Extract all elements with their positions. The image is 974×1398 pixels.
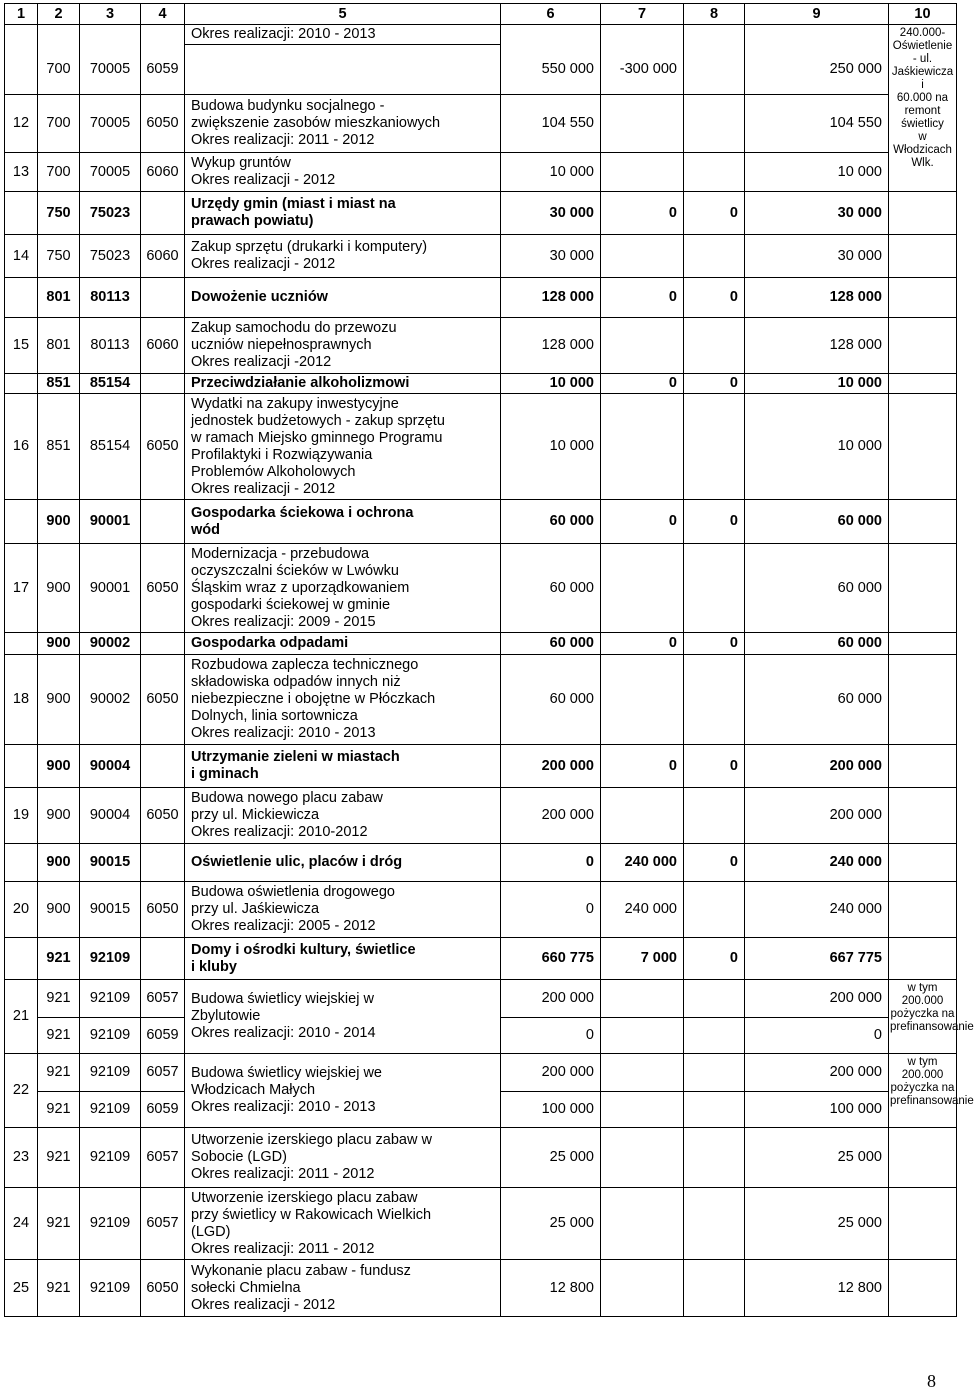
amount-planned: 660 775 xyxy=(501,938,601,980)
amount-increase: 240 000 xyxy=(601,882,684,938)
chapter-code: 90001 xyxy=(80,500,141,544)
section-code: 900 xyxy=(38,655,80,745)
section-code: 900 xyxy=(38,745,80,788)
amount-after-change: 60 000 xyxy=(745,544,889,633)
column-number: 7 xyxy=(601,4,684,25)
amount-planned: 25 000 xyxy=(501,1188,601,1260)
amount-increase: 0 xyxy=(601,192,684,235)
amount-increase: 0 xyxy=(601,374,684,394)
table-row xyxy=(5,980,957,1018)
chapter-code: 90015 xyxy=(80,844,141,882)
task-description: Budowa budynku socjalnego - zwiększenie zasobów mieszkaniowych Okres realizacji: 2011 - 2012 xyxy=(185,95,501,153)
paragraph-code: 6057 xyxy=(141,980,185,1018)
remarks-note: w tym 200.000 pożyczka na prefinansowanie xyxy=(889,980,957,1054)
amount-decrease: 0 xyxy=(684,192,745,235)
paragraph-code: 6050 xyxy=(141,394,185,500)
column-number: 10 xyxy=(889,4,957,25)
amount-after-change: 200 000 xyxy=(745,745,889,788)
amount-decrease: 0 xyxy=(684,745,745,788)
amount-planned: 30 000 xyxy=(501,192,601,235)
chapter-code: 75023 xyxy=(80,192,141,235)
amount-planned: 10 000 xyxy=(501,374,601,394)
row-number: 24 xyxy=(5,1188,38,1260)
chapter-code: 90002 xyxy=(80,655,141,745)
amount-increase: 7 000 xyxy=(601,938,684,980)
paragraph-code: 6050 xyxy=(141,1260,185,1317)
amount-planned: 60 000 xyxy=(501,655,601,745)
section-row xyxy=(5,745,957,788)
task-description: Budowa świetlicy wiejskiej we Włodzicach Małych Okres realizacji: 2010 - 2013 xyxy=(185,1054,501,1128)
row-number: 23 xyxy=(5,1128,38,1188)
task-description: Utworzenie izerskiego placu zabaw przy świetlicy w Rakowicach Wielkich (LGD) Okres realizacji: 2011 - 2012 xyxy=(185,1188,501,1260)
section-description: Gospodarka ściekowa i ochrona wód xyxy=(185,500,501,544)
amount-planned: 60 000 xyxy=(501,500,601,544)
amount-after-change: 104 550 xyxy=(745,95,889,153)
paragraph-code: 6050 xyxy=(141,544,185,633)
row-number: 19 xyxy=(5,788,38,844)
column-number: 8 xyxy=(684,4,745,25)
amount-planned: 128 000 xyxy=(501,318,601,374)
table-row xyxy=(5,235,957,278)
section-code: 921 xyxy=(38,1260,80,1317)
paragraph-code: 6057 xyxy=(141,1188,185,1260)
section-code: 900 xyxy=(38,844,80,882)
row-number: 12 xyxy=(5,95,38,153)
amount-planned: 550 000 xyxy=(501,45,601,95)
section-description: Dowożenie uczniów xyxy=(185,278,501,318)
column-number: 4 xyxy=(141,4,185,25)
table-row xyxy=(5,788,957,844)
section-code: 921 xyxy=(38,1092,80,1128)
section-code: 921 xyxy=(38,1018,80,1054)
chapter-code: 75023 xyxy=(80,235,141,278)
paragraph-code: 6060 xyxy=(141,318,185,374)
amount-planned: 60 000 xyxy=(501,544,601,633)
section-row xyxy=(5,192,957,235)
row-number: 20 xyxy=(5,882,38,938)
section-description: Domy i ośrodki kultury, świetlice i kluby xyxy=(185,938,501,980)
paragraph-code: 6059 xyxy=(141,45,185,95)
amount-after-change: 667 775 xyxy=(745,938,889,980)
amount-planned: 200 000 xyxy=(501,788,601,844)
table-row xyxy=(5,394,957,500)
row-number: 21 xyxy=(5,980,38,1054)
section-code: 900 xyxy=(38,882,80,938)
chapter-code: 80113 xyxy=(80,318,141,374)
amount-after-change: 200 000 xyxy=(745,1054,889,1092)
section-row xyxy=(5,844,957,882)
chapter-code: 92109 xyxy=(80,1260,141,1317)
section-code: 921 xyxy=(38,1054,80,1092)
amount-after-change: 25 000 xyxy=(745,1128,889,1188)
amount-planned: 12 800 xyxy=(501,1260,601,1317)
task-description: Budowa oświetlenia drogowego przy ul. Jaśkiewicza Okres realizacji: 2005 - 2012 xyxy=(185,882,501,938)
section-row xyxy=(5,500,957,544)
row-number: 22 xyxy=(5,1054,38,1128)
amount-after-change: 60 000 xyxy=(745,500,889,544)
column-number: 1 xyxy=(5,4,38,25)
section-description: Przeciwdziałanie alkoholizmowi xyxy=(185,374,501,394)
task-description: Budowa świetlicy wiejskiej w Zbylutowie Okres realizacji: 2010 - 2014 xyxy=(185,980,501,1054)
remarks-note: 240.000- Oświetlenie - ul. Jaśkiewicza i 60.000 na remont świetlicy w Włodzicach Wlk. xyxy=(889,25,957,192)
section-code: 700 xyxy=(38,153,80,192)
table-row xyxy=(5,1260,957,1317)
amount-after-change: 10 000 xyxy=(745,153,889,192)
paragraph-code: 6050 xyxy=(141,882,185,938)
remarks-note: w tym 200.000 pożyczka na prefinansowanie xyxy=(889,1054,957,1128)
section-code: 900 xyxy=(38,788,80,844)
amount-planned: 200 000 xyxy=(501,980,601,1018)
chapter-code: 70005 xyxy=(80,95,141,153)
amount-planned: 25 000 xyxy=(501,1128,601,1188)
section-code: 921 xyxy=(38,938,80,980)
task-description: Zakup samochodu do przewozu uczniów niepełnosprawnych Okres realizacji -2012 xyxy=(185,318,501,374)
task-description: Wykonanie placu zabaw - fundusz sołecki Chmielna Okres realizacji - 2012 xyxy=(185,1260,501,1317)
chapter-code: 90001 xyxy=(80,544,141,633)
amount-increase: 0 xyxy=(601,278,684,318)
chapter-code: 92109 xyxy=(80,980,141,1018)
amount-after-change: 128 000 xyxy=(745,278,889,318)
column-number: 9 xyxy=(745,4,889,25)
table-row xyxy=(5,45,957,95)
table-row xyxy=(5,1128,957,1188)
section-description: Oświetlenie ulic, placów i dróg xyxy=(185,844,501,882)
task-description: Wykup gruntów Okres realizacji - 2012 xyxy=(185,153,501,192)
chapter-code: 92109 xyxy=(80,1054,141,1092)
chapter-code: 92109 xyxy=(80,1092,141,1128)
amount-planned: 30 000 xyxy=(501,235,601,278)
amount-planned: 0 xyxy=(501,882,601,938)
column-number: 3 xyxy=(80,4,141,25)
amount-after-change: 240 000 xyxy=(745,844,889,882)
amount-planned: 0 xyxy=(501,1018,601,1054)
column-number: 5 xyxy=(185,4,501,25)
column-number: 2 xyxy=(38,4,80,25)
table-row xyxy=(5,25,957,45)
investment-table xyxy=(4,3,974,1317)
amount-after-change: 25 000 xyxy=(745,1188,889,1260)
amount-after-change: 240 000 xyxy=(745,882,889,938)
section-code: 801 xyxy=(38,278,80,318)
paragraph-code: 6057 xyxy=(141,1128,185,1188)
chapter-code: 90002 xyxy=(80,633,141,655)
paragraph-code: 6050 xyxy=(141,788,185,844)
amount-decrease: 0 xyxy=(684,938,745,980)
chapter-code: 90004 xyxy=(80,788,141,844)
amount-after-change: 10 000 xyxy=(745,374,889,394)
section-code: 921 xyxy=(38,1128,80,1188)
row-number: 15 xyxy=(5,318,38,374)
section-description: Gospodarka odpadami xyxy=(185,633,501,655)
amount-decrease: 0 xyxy=(684,500,745,544)
table-row xyxy=(5,655,957,745)
chapter-code: 85154 xyxy=(80,374,141,394)
task-description: Budowa nowego placu zabaw przy ul. Mickiewicza Okres realizacji: 2010-2012 xyxy=(185,788,501,844)
chapter-code: 92109 xyxy=(80,1188,141,1260)
section-row xyxy=(5,374,957,394)
chapter-code: 90015 xyxy=(80,882,141,938)
task-description: Rozbudowa zaplecza technicznego składowiska odpadów innych niż niebezpieczne i obojętne w Płóczkach Dolnych, linia sortownicza Okres realizacji: 2010 - 2013 xyxy=(185,655,501,745)
section-code: 851 xyxy=(38,374,80,394)
amount-planned: 10 000 xyxy=(501,153,601,192)
amount-after-change: 12 800 xyxy=(745,1260,889,1317)
section-description: Utrzymanie zieleni w miastach i gminach xyxy=(185,745,501,788)
section-row xyxy=(5,938,957,980)
amount-planned: 104 550 xyxy=(501,95,601,153)
section-code: 700 xyxy=(38,95,80,153)
table-row xyxy=(5,95,957,153)
row-number: 14 xyxy=(5,235,38,278)
section-code: 700 xyxy=(38,45,80,95)
amount-after-change: 10 000 xyxy=(745,394,889,500)
amount-after-change: 30 000 xyxy=(745,192,889,235)
paragraph-code: 6060 xyxy=(141,153,185,192)
column-number: 6 xyxy=(501,4,601,25)
amount-planned: 0 xyxy=(501,844,601,882)
chapter-code: 92109 xyxy=(80,1018,141,1054)
paragraph-code: 6050 xyxy=(141,655,185,745)
section-row xyxy=(5,633,957,655)
chapter-code: 70005 xyxy=(80,153,141,192)
amount-after-change: 30 000 xyxy=(745,235,889,278)
section-code: 900 xyxy=(38,544,80,633)
table-row xyxy=(5,882,957,938)
amount-planned: 200 000 xyxy=(501,1054,601,1092)
amount-after-change: 128 000 xyxy=(745,318,889,374)
row-number-cell xyxy=(5,25,38,95)
paragraph-code: 6059 xyxy=(141,1018,185,1054)
chapter-code: 92109 xyxy=(80,938,141,980)
amount-after-change: 0 xyxy=(745,1018,889,1054)
chapter-code: 70005 xyxy=(80,45,141,95)
table-row xyxy=(5,153,957,192)
chapter-code: 80113 xyxy=(80,278,141,318)
amount-after-change: 250 000 xyxy=(745,45,889,95)
amount-planned: 100 000 xyxy=(501,1092,601,1128)
row-number: 25 xyxy=(5,1260,38,1317)
row-number: 17 xyxy=(5,544,38,633)
section-code: 921 xyxy=(38,980,80,1018)
section-row xyxy=(5,278,957,318)
table-row xyxy=(5,1054,957,1092)
amount-planned: 200 000 xyxy=(501,745,601,788)
task-description: Modernizacja - przebudowa oczyszczalni ścieków w Lwówku Śląskim wraz z uporządkowaniem gospodarki ściekowej w gminie Okres realizacji: 2009 - 2015 xyxy=(185,544,501,633)
section-code: 921 xyxy=(38,1188,80,1260)
paragraph-code: 6050 xyxy=(141,95,185,153)
amount-after-change: 100 000 xyxy=(745,1092,889,1128)
paragraph-code: 6060 xyxy=(141,235,185,278)
chapter-code: 90004 xyxy=(80,745,141,788)
amount-increase: -300 000 xyxy=(601,45,684,95)
chapter-code: 92109 xyxy=(80,1128,141,1188)
amount-decrease: 0 xyxy=(684,278,745,318)
paragraph-code: 6057 xyxy=(141,1054,185,1092)
section-code: 750 xyxy=(38,235,80,278)
task-description: Wydatki na zakupy inwestycyjne jednostek budżetowych - zakup sprzętu w ramach Miejsko gminnego Programu Profilaktyki i Rozwiązywania Problemów Alkoholowych Okres realizacji - 2012 xyxy=(185,394,501,500)
chapter-code: 85154 xyxy=(80,394,141,500)
amount-decrease: 0 xyxy=(684,844,745,882)
amount-after-change: 200 000 xyxy=(745,788,889,844)
row-number: 13 xyxy=(5,153,38,192)
amount-decrease: 0 xyxy=(684,633,745,655)
row-number: 18 xyxy=(5,655,38,745)
task-description: Utworzenie izerskiego placu zabaw w Sobocie (LGD) Okres realizacji: 2011 - 2012 xyxy=(185,1128,501,1188)
section-code: 801 xyxy=(38,318,80,374)
amount-after-change: 60 000 xyxy=(745,655,889,745)
column-number-row xyxy=(5,4,957,25)
page-number: 8 xyxy=(927,1371,936,1391)
table-row xyxy=(5,318,957,374)
section-code: 900 xyxy=(38,500,80,544)
paragraph-code: 6059 xyxy=(141,1092,185,1128)
table-row xyxy=(5,1188,957,1260)
section-code: 750 xyxy=(38,192,80,235)
amount-planned: 10 000 xyxy=(501,394,601,500)
table-row xyxy=(5,544,957,633)
row-number: 16 xyxy=(5,394,38,500)
amount-after-change: 200 000 xyxy=(745,980,889,1018)
amount-planned: 60 000 xyxy=(501,633,601,655)
amount-increase: 0 xyxy=(601,633,684,655)
amount-increase: 240 000 xyxy=(601,844,684,882)
section-code: 900 xyxy=(38,633,80,655)
amount-planned: 128 000 xyxy=(501,278,601,318)
section-description: Urzędy gmin (miast i miast na prawach powiatu) xyxy=(185,192,501,235)
amount-decrease: 0 xyxy=(684,374,745,394)
task-description: Okres realizacji: 2010 - 2013 xyxy=(185,25,501,45)
section-code: 851 xyxy=(38,394,80,500)
amount-increase: 0 xyxy=(601,745,684,788)
amount-increase: 0 xyxy=(601,500,684,544)
amount-after-change: 60 000 xyxy=(745,633,889,655)
task-description: Zakup sprzętu (drukarki i komputery) Okres realizacji - 2012 xyxy=(185,235,501,278)
